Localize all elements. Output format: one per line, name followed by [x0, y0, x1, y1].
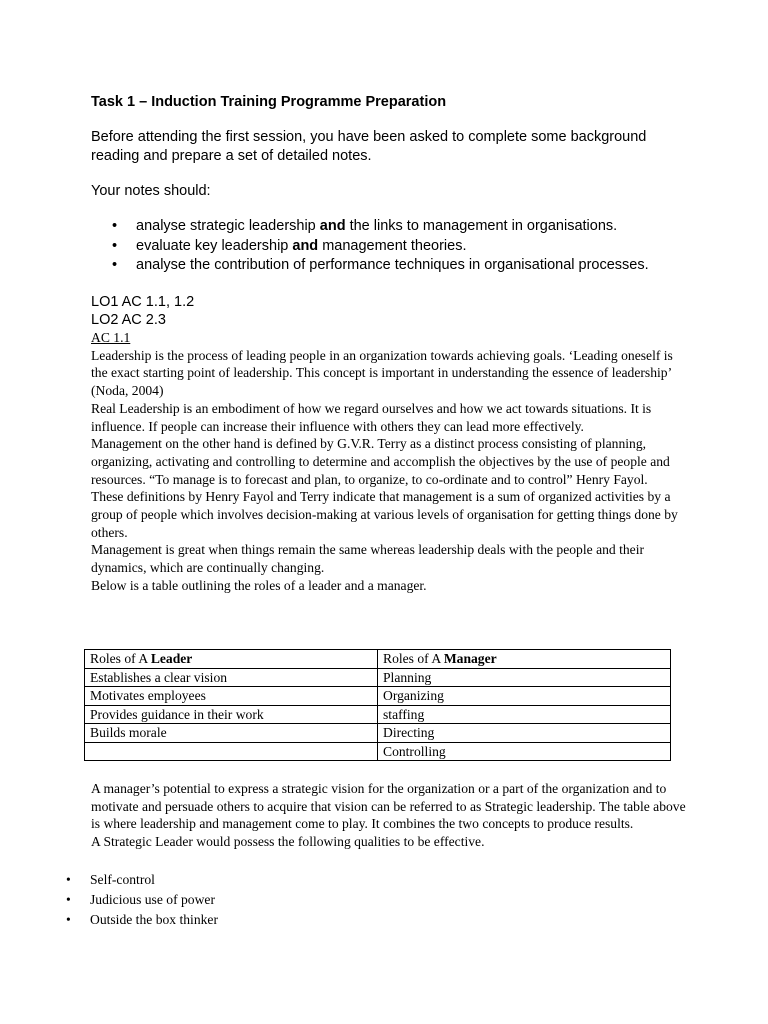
table-cell: Controlling	[378, 742, 671, 761]
notes-label: Your notes should:	[91, 183, 211, 199]
paragraph: Below is a table outlining the roles of a leader and a manager.	[91, 577, 427, 593]
table-cell: Motivates employees	[85, 687, 378, 706]
intro-paragraph: Before attending the first session, you have been asked to complete some background reading and prepare a set of detailed notes.	[91, 129, 647, 164]
paragraph: Real Leadership is an embodiment of how we regard ourselves and how we act towards situations. It is influence. If people can increase their influence with others they can lead more effectively.	[91, 400, 652, 434]
paragraph: Leadership is the process of leading people in an organization towards achieving goals. ‘Leading oneself is the exact starting point of leadership. This concept is important in understanding the essence of leadership’ (Noda, 2004)	[91, 347, 673, 399]
table-header-row	[85, 650, 671, 669]
table-cell: staffing	[378, 705, 671, 724]
strategic-leadership-text	[91, 780, 691, 851]
table-cell: Builds morale	[85, 724, 378, 743]
paragraph: A manager’s potential to express a strategic vision for the organization or a part of the organization and to motivate and persuade others to acquire that vision can be referred to as Strategic leadership. The table above is where leadership and management come to play. It combines the two concepts to produce results.	[91, 781, 686, 832]
table-cell: Organizing	[378, 687, 671, 706]
table-cell	[85, 742, 378, 761]
paragraph: Management on the other hand is defined by G.V.R. Terry as a distinct process consisting of planning, organizing, activating and controlling to determine and accomplish the objectives by the use of people and resources. “To manage is to forecast and plan, to organize, to co-ordinate and to control” Henry Fayol.	[91, 436, 670, 487]
table-cell: Establishes a clear vision	[85, 668, 378, 687]
lo1-label: LO1 AC 1.1, 1.2	[91, 294, 195, 310]
table-row	[85, 742, 671, 761]
task-title: Task 1 – Induction Training Programme Preparation	[91, 94, 447, 110]
learning-outcomes	[91, 293, 194, 329]
paragraph: Management is great when things remain the same whereas leadership deals with the people and their dynamics, which are continually changing.	[91, 542, 645, 576]
list-item: • Outside the box thinker	[64, 910, 218, 930]
list-item: • analyse the contribution of performance techniques in organisational processes.	[110, 256, 710, 276]
paragraph: These definitions by Henry Fayol and Terry indicate that management is a sum of organized activities by a group of people which involves decision-making at various levels of organisation for getting things done by others.	[91, 489, 678, 540]
ac-heading: AC 1.1	[91, 330, 131, 345]
table-row	[85, 705, 671, 724]
list-item: • evaluate key leadership and management theories.	[110, 237, 710, 257]
leader-header: Roles of A Leader	[85, 650, 378, 669]
notes-list	[110, 217, 710, 276]
table-row	[85, 687, 671, 706]
table-row	[85, 724, 671, 743]
table-cell: Directing	[378, 724, 671, 743]
lo2-label: LO2 AC 2.3	[91, 312, 166, 328]
table-row	[85, 668, 671, 687]
qualities-intro: A Strategic Leader would possess the following qualities to be effective.	[91, 834, 485, 850]
roles-table	[84, 649, 671, 761]
table-cell: Provides guidance in their work	[85, 705, 378, 724]
list-item: • analyse strategic leadership and the links to management in organisations.	[110, 217, 710, 237]
list-item: • Self-control	[64, 870, 218, 890]
qualities-list	[64, 870, 218, 930]
table-cell: Planning	[378, 668, 671, 687]
body-text	[91, 329, 691, 595]
manager-header: Roles of A Manager	[378, 650, 671, 669]
list-item: • Judicious use of power	[64, 890, 218, 910]
